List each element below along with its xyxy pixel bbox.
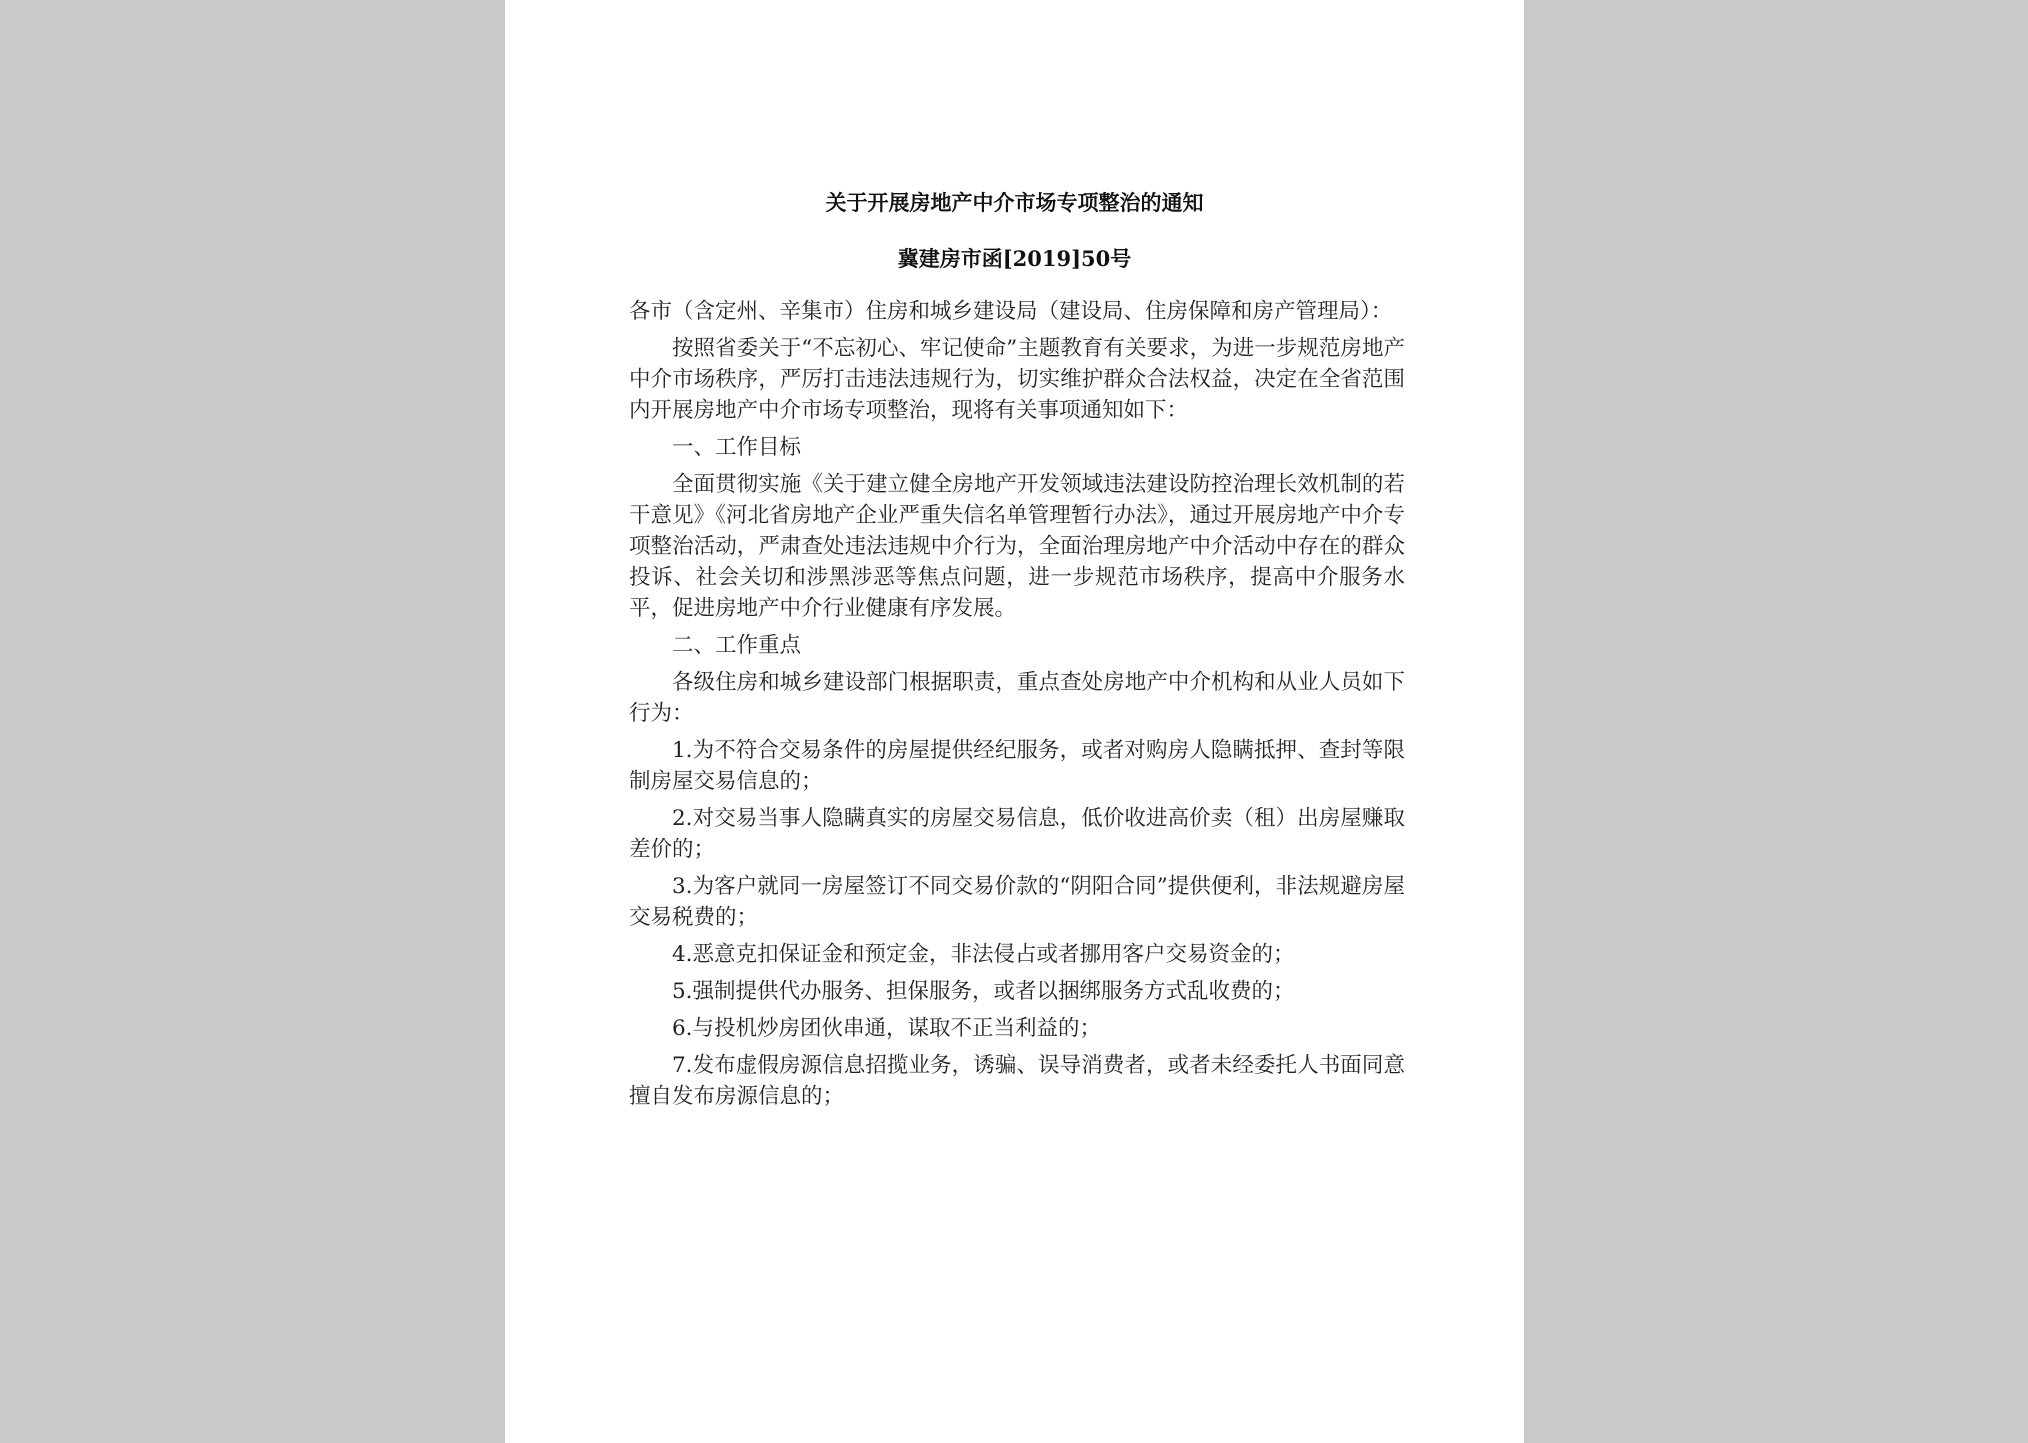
list-item: 1.为不符合交易条件的房屋提供经纪服务，或者对购房人隐瞒抵押、查封等限制房屋交易信息的； xyxy=(629,738,1405,794)
list-item: 7.发布虚假房源信息招揽业务，诱骗、误导消费者，或者未经委托人书面同意擅自发布房源信息的； xyxy=(629,1053,1405,1109)
list-item: 6.与投机炒房团伙串通，谋取不正当利益的； xyxy=(672,1016,1102,1041)
section-heading-focus: 二、工作重点 xyxy=(672,633,802,658)
section-paragraph-focus: 各级住房和城乡建设部门根据职责，重点查处房地产中介机构和从业人员如下行为： xyxy=(629,670,1405,726)
document-number: 冀建房市函[2019]50号 xyxy=(897,246,1132,271)
intro-paragraph: 按照省委关于“不忘初心、牢记使命”主题教育有关要求，为进一步规范房地产中介市场秩序，严厉打击违法违规行为，切实维护群众合法权益，决定在全省范围内开展房地产中介市场专项整治，现将有关事项通知如下： xyxy=(629,336,1405,423)
addressee: 各市（含定州、辛集市）住房和城乡建设局（建设局、住房保障和房产管理局）： xyxy=(629,299,1393,324)
document-page xyxy=(505,0,1524,1443)
section-paragraph-goals: 全面贯彻实施《关于建立健全房地产开发领域违法建设防控治理长效机制的若干意见》《河北省房地产企业严重失信名单管理暂行办法》，通过开展房地产中介专项整治活动，严肃查处违法违规中介行为，全面治理房地产中介活动中存在的群众投诉、社会关切和涉黑涉恶等焦点问题，进一步规范市场秩序，提高中介服务水平，促进房地产中介行业健康有序发展。 xyxy=(629,472,1405,621)
document-title: 关于开展房地产中介市场专项整治的通知 xyxy=(825,190,1204,215)
list-item: 5.强制提供代办服务、担保服务，或者以捆绑服务方式乱收费的； xyxy=(672,979,1295,1004)
list-item: 2.对交易当事人隐瞒真实的房屋交易信息，低价收进高价卖（租）出房屋赚取差价的； xyxy=(629,806,1405,862)
list-item: 4.恶意克扣保证金和预定金，非法侵占或者挪用客户交易资金的； xyxy=(672,942,1295,967)
document-body xyxy=(629,296,1405,1118)
section-heading-goals: 一、工作目标 xyxy=(672,435,802,460)
list-item: 3.为客户就同一房屋签订不同交易价款的“阴阳合同”提供便利，非法规避房屋交易税费的； xyxy=(629,874,1405,930)
